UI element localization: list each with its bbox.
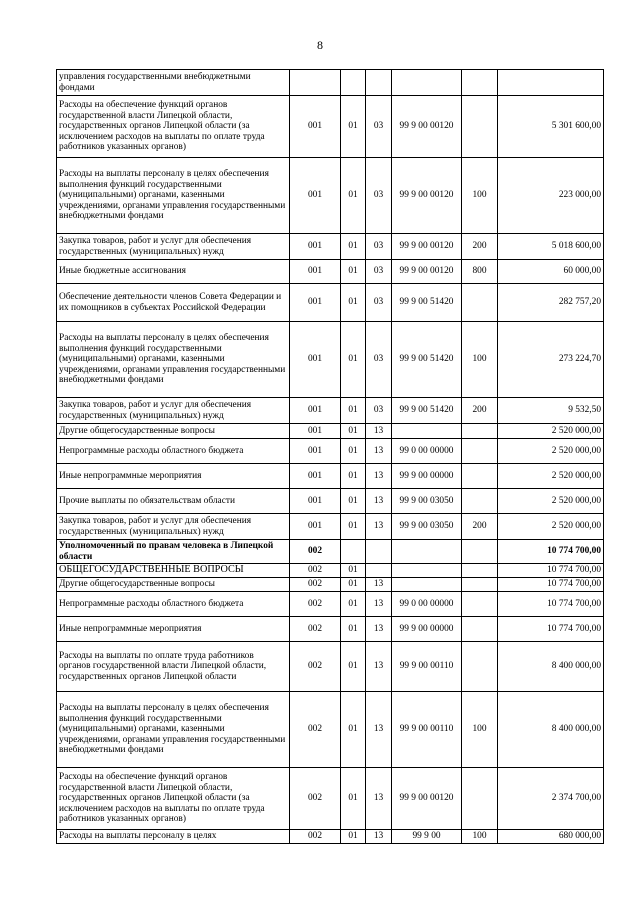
cell-target-article-code: 99 9 00 00120 xyxy=(392,768,462,830)
cell-expense-type-code xyxy=(462,564,498,578)
cell-ministry-code: 001 xyxy=(290,260,341,284)
cell-section-code: 01 xyxy=(341,578,366,592)
cell-ministry-code: 002 xyxy=(290,830,341,844)
cell-amount: 10 774 700,00 xyxy=(498,617,604,642)
table-row xyxy=(57,592,604,617)
cell-item-name: Другие общегосударственные вопросы xyxy=(57,578,290,592)
cell-expense-type-code: 200 xyxy=(462,514,498,540)
cell-amount: 2 520 000,00 xyxy=(498,514,604,540)
budget-table xyxy=(56,69,604,844)
cell-amount: 10 774 700,00 xyxy=(498,540,604,564)
table-row xyxy=(57,284,604,322)
cell-amount: 2 520 000,00 xyxy=(498,439,604,464)
cell-section-code: 01 xyxy=(341,564,366,578)
cell-expense-type-code xyxy=(462,592,498,617)
cell-section-code: 01 xyxy=(341,592,366,617)
cell-subsection-code xyxy=(366,564,392,578)
cell-target-article-code: 99 9 00 00000 xyxy=(392,617,462,642)
cell-section-code: 01 xyxy=(341,617,366,642)
cell-item-name: Обеспечение деятельности членов Совета Федерации и их помощников в субъектах Российской Федерации xyxy=(57,284,290,322)
cell-target-article-code: 99 9 00 03050 xyxy=(392,489,462,514)
cell-ministry-code: 002 xyxy=(290,617,341,642)
cell-target-article-code xyxy=(392,540,462,564)
cell-item-name: Расходы на обеспечение функций органов государственной власти Липецкой области, государственных органов Липецкой области (за исключением расходов на выплаты по оплате труда работников указанных органов) xyxy=(57,768,290,830)
cell-amount: 5 301 600,00 xyxy=(498,96,604,158)
table-row xyxy=(57,578,604,592)
cell-expense-type-code: 100 xyxy=(462,692,498,768)
cell-item-name: Расходы на выплаты персоналу в целях обеспечения выполнения функций государственными (муниципальными) органами, казенными учреждениями, органами управления государственными внебюджетными фондами xyxy=(57,322,290,398)
cell-subsection-code: 03 xyxy=(366,322,392,398)
table-row xyxy=(57,768,604,830)
cell-ministry-code: 002 xyxy=(290,642,341,692)
cell-section-code: 01 xyxy=(341,489,366,514)
cell-subsection-code: 13 xyxy=(366,439,392,464)
cell-item-name: Закупка товаров, работ и услуг для обеспечения государственных (муниципальных) нужд xyxy=(57,398,290,424)
cell-item-name: Другие общегосударственные вопросы xyxy=(57,424,290,439)
cell-section-code: 01 xyxy=(341,260,366,284)
cell-section-code: 01 xyxy=(341,322,366,398)
cell-expense-type-code: 200 xyxy=(462,398,498,424)
cell-section-code: 01 xyxy=(341,234,366,260)
cell-ministry-code: 001 xyxy=(290,424,341,439)
cell-amount: 2 520 000,00 xyxy=(498,464,604,489)
cell-subsection-code: 03 xyxy=(366,158,392,234)
cell-section-code xyxy=(341,70,366,96)
cell-expense-type-code xyxy=(462,617,498,642)
cell-item-name: Уполномоченный по правам человека в Липецкой области xyxy=(57,540,290,564)
table-row xyxy=(57,692,604,768)
cell-target-article-code: 99 9 00 00120 xyxy=(392,96,462,158)
cell-amount xyxy=(498,70,604,96)
cell-target-article-code: 99 9 00 00000 xyxy=(392,464,462,489)
cell-ministry-code: 001 xyxy=(290,96,341,158)
cell-subsection-code: 13 xyxy=(366,464,392,489)
cell-subsection-code: 13 xyxy=(366,768,392,830)
table-row xyxy=(57,514,604,540)
cell-ministry-code: 002 xyxy=(290,768,341,830)
cell-expense-type-code xyxy=(462,642,498,692)
cell-expense-type-code: 800 xyxy=(462,260,498,284)
cell-ministry-code: 001 xyxy=(290,158,341,234)
cell-ministry-code: 001 xyxy=(290,439,341,464)
cell-ministry-code: 001 xyxy=(290,514,341,540)
cell-amount: 10 774 700,00 xyxy=(498,578,604,592)
budget-table-body xyxy=(57,70,604,844)
cell-item-name: Закупка товаров, работ и услуг для обеспечения государственных (муниципальных) нужд xyxy=(57,514,290,540)
cell-target-article-code xyxy=(392,70,462,96)
cell-amount: 282 757,20 xyxy=(498,284,604,322)
cell-ministry-code xyxy=(290,70,341,96)
cell-item-name: Закупка товаров, работ и услуг для обеспечения государственных (муниципальных) нужд xyxy=(57,234,290,260)
cell-item-name: Непрограммные расходы областного бюджета xyxy=(57,592,290,617)
cell-amount: 10 774 700,00 xyxy=(498,592,604,617)
cell-section-code: 01 xyxy=(341,158,366,234)
cell-expense-type-code: 200 xyxy=(462,234,498,260)
table-row xyxy=(57,540,604,564)
cell-ministry-code: 001 xyxy=(290,464,341,489)
cell-ministry-code: 001 xyxy=(290,234,341,260)
cell-expense-type-code: 100 xyxy=(462,322,498,398)
cell-section-code: 01 xyxy=(341,284,366,322)
cell-item-name: Расходы на выплаты персоналу в целях обеспечения выполнения функций государственными (муниципальными) органами, казенными учреждениями, органами управления государственными внебюджетными фондами xyxy=(57,158,290,234)
cell-item-name: управления государственными внебюджетными фондами xyxy=(57,70,290,96)
cell-section-code: 01 xyxy=(341,96,366,158)
cell-section-code: 01 xyxy=(341,830,366,844)
page-number: 8 xyxy=(317,38,323,52)
cell-ministry-code: 001 xyxy=(290,398,341,424)
cell-ministry-code: 002 xyxy=(290,564,341,578)
cell-subsection-code: 03 xyxy=(366,234,392,260)
cell-expense-type-code xyxy=(462,464,498,489)
cell-expense-type-code xyxy=(462,284,498,322)
cell-item-name: Прочие выплаты по обязательствам области xyxy=(57,489,290,514)
cell-item-name: Расходы на выплаты персоналу в целях xyxy=(57,830,290,844)
table-row xyxy=(57,642,604,692)
cell-subsection-code: 13 xyxy=(366,692,392,768)
cell-subsection-code xyxy=(366,70,392,96)
cell-amount: 9 532,50 xyxy=(498,398,604,424)
cell-amount: 10 774 700,00 xyxy=(498,564,604,578)
cell-expense-type-code xyxy=(462,439,498,464)
cell-target-article-code xyxy=(392,564,462,578)
table-row xyxy=(57,234,604,260)
cell-subsection-code: 13 xyxy=(366,514,392,540)
table-row xyxy=(57,464,604,489)
cell-target-article-code xyxy=(392,424,462,439)
cell-target-article-code xyxy=(392,578,462,592)
cell-subsection-code: 13 xyxy=(366,617,392,642)
table-row xyxy=(57,424,604,439)
cell-ministry-code: 002 xyxy=(290,692,341,768)
cell-ministry-code: 002 xyxy=(290,592,341,617)
cell-amount: 2 520 000,00 xyxy=(498,489,604,514)
cell-target-article-code: 99 9 00 00120 xyxy=(392,260,462,284)
cell-amount: 8 400 000,00 xyxy=(498,692,604,768)
table-row xyxy=(57,564,604,578)
cell-item-name: Непрограммные расходы областного бюджета xyxy=(57,439,290,464)
cell-expense-type-code: 100 xyxy=(462,830,498,844)
table-row xyxy=(57,617,604,642)
cell-amount: 5 018 600,00 xyxy=(498,234,604,260)
cell-amount: 273 224,70 xyxy=(498,322,604,398)
cell-subsection-code: 13 xyxy=(366,578,392,592)
cell-expense-type-code xyxy=(462,70,498,96)
cell-expense-type-code xyxy=(462,768,498,830)
cell-section-code: 01 xyxy=(341,642,366,692)
cell-subsection-code: 03 xyxy=(366,96,392,158)
cell-amount: 2 520 000,00 xyxy=(498,424,604,439)
cell-target-article-code: 99 9 00 00110 xyxy=(392,642,462,692)
cell-subsection-code: 13 xyxy=(366,489,392,514)
table-row xyxy=(57,70,604,96)
cell-ministry-code: 001 xyxy=(290,322,341,398)
cell-target-article-code: 99 9 00 03050 xyxy=(392,514,462,540)
cell-section-code: 01 xyxy=(341,424,366,439)
cell-item-name: Расходы на обеспечение функций органов государственной власти Липецкой области, государственных органов Липецкой области (за исключением расходов на выплаты по оплате труда работников указанных органов) xyxy=(57,96,290,158)
table-row xyxy=(57,830,604,844)
table-row xyxy=(57,398,604,424)
cell-target-article-code: 99 9 00 00110 xyxy=(392,692,462,768)
cell-expense-type-code xyxy=(462,578,498,592)
cell-amount: 8 400 000,00 xyxy=(498,642,604,692)
cell-item-name: Расходы на выплаты по оплате труда работников органов государственной власти Липецкой области, государственных органов Липецкой области xyxy=(57,642,290,692)
cell-subsection-code: 03 xyxy=(366,284,392,322)
cell-subsection-code: 13 xyxy=(366,642,392,692)
cell-target-article-code: 99 9 00 00120 xyxy=(392,158,462,234)
cell-section-code: 01 xyxy=(341,768,366,830)
cell-target-article-code: 99 9 00 00120 xyxy=(392,234,462,260)
cell-target-article-code: 99 9 00 51420 xyxy=(392,322,462,398)
cell-target-article-code: 99 9 00 51420 xyxy=(392,284,462,322)
cell-ministry-code: 001 xyxy=(290,489,341,514)
cell-section-code xyxy=(341,540,366,564)
cell-ministry-code: 002 xyxy=(290,540,341,564)
table-row xyxy=(57,439,604,464)
cell-item-name: ОБЩЕГОСУДАРСТВЕННЫЕ ВОПРОСЫ xyxy=(57,564,290,578)
cell-item-name: Расходы на выплаты персоналу в целях обеспечения выполнения функций государственными (муниципальными) органами, казенными учреждениями, органами управления государственными внебюджетными фондами xyxy=(57,692,290,768)
cell-subsection-code: 13 xyxy=(366,592,392,617)
table-row xyxy=(57,489,604,514)
cell-ministry-code: 001 xyxy=(290,284,341,322)
cell-expense-type-code xyxy=(462,96,498,158)
table-row xyxy=(57,322,604,398)
cell-subsection-code xyxy=(366,540,392,564)
cell-target-article-code: 99 0 00 00000 xyxy=(392,439,462,464)
cell-amount: 223 000,00 xyxy=(498,158,604,234)
cell-amount: 2 374 700,00 xyxy=(498,768,604,830)
table-row xyxy=(57,96,604,158)
table-row xyxy=(57,158,604,234)
cell-target-article-code: 99 9 00 51420 xyxy=(392,398,462,424)
cell-expense-type-code xyxy=(462,540,498,564)
cell-subsection-code: 13 xyxy=(366,424,392,439)
cell-expense-type-code xyxy=(462,489,498,514)
cell-ministry-code: 002 xyxy=(290,578,341,592)
cell-section-code: 01 xyxy=(341,439,366,464)
cell-item-name: Иные непрограммные мероприятия xyxy=(57,464,290,489)
cell-section-code: 01 xyxy=(341,514,366,540)
cell-item-name: Иные бюджетные ассигнования xyxy=(57,260,290,284)
cell-section-code: 01 xyxy=(341,464,366,489)
cell-target-article-code: 99 0 00 00000 xyxy=(392,592,462,617)
cell-expense-type-code: 100 xyxy=(462,158,498,234)
cell-subsection-code: 03 xyxy=(366,260,392,284)
cell-subsection-code: 03 xyxy=(366,398,392,424)
cell-amount: 680 000,00 xyxy=(498,830,604,844)
cell-section-code: 01 xyxy=(341,398,366,424)
cell-target-article-code: 99 9 00 xyxy=(392,830,462,844)
table-row xyxy=(57,260,604,284)
cell-section-code: 01 xyxy=(341,692,366,768)
cell-expense-type-code xyxy=(462,424,498,439)
cell-item-name: Иные непрограммные мероприятия xyxy=(57,617,290,642)
cell-subsection-code: 13 xyxy=(366,830,392,844)
cell-amount: 60 000,00 xyxy=(498,260,604,284)
